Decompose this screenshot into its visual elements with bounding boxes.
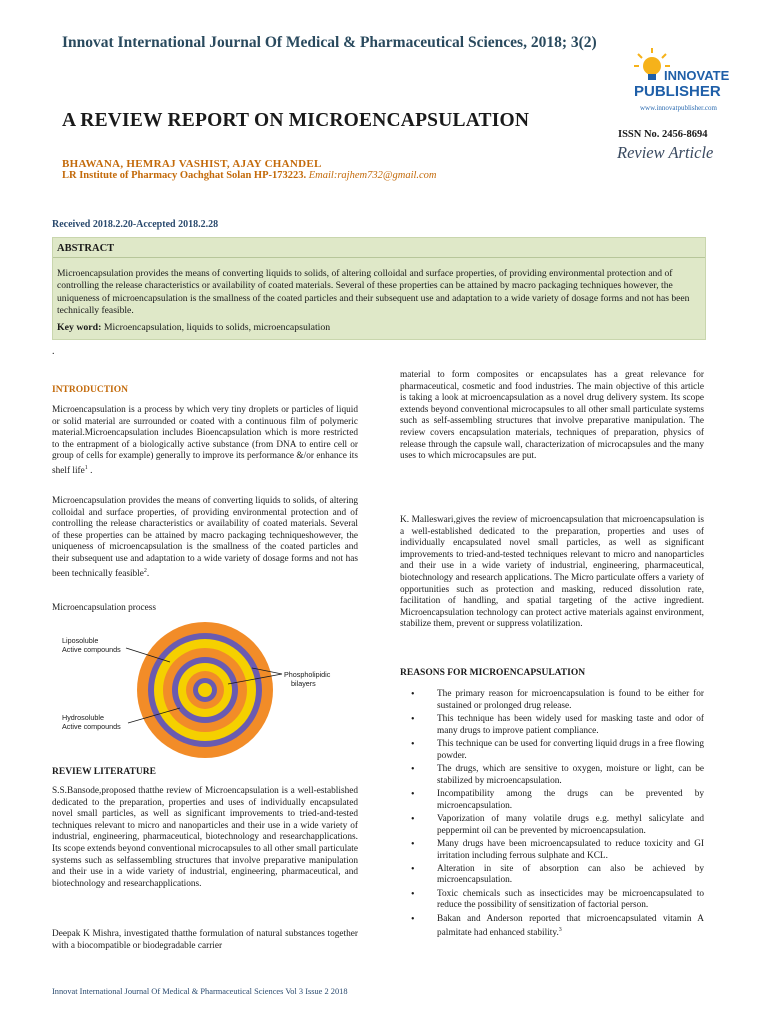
journal-header: Innovat International Journal Of Medical & Pharmaceutical Sciences, 2018; 3(2) [62,34,597,51]
label-phospholipidic: Phospholipidic [284,670,331,679]
logo-line2: PUBLISHER [634,83,721,100]
logo-line1: INNOVATE [664,68,730,83]
introduction-heading: INTRODUCTION [52,385,129,395]
reference-3: 3 [558,927,562,934]
keywords: Microencapsulation, liquids to solids, microencapsulation [103,322,331,333]
publisher-url[interactable]: www.innovatpublisher.com [640,104,717,112]
reference-2: 2 [143,567,147,574]
review-paragraph-continued: material to form composites or encapsulates has a great relevance for pharmaceutical, cosmetic and food industries. The main objective of this article is taking a look at microencapsulation as a novel drug delivery system. Its scope extends beyond conventional microcapsules to all other small particulate systems such as self-assembling structures that involve preparative manipulation. The review covers encapsulation materials, techniques of preparation, physics of release through the capsule wall, characterization of microcapsules and the many uses to which microcapsules are put. [400,370,704,462]
label-active-compounds-2: Active compounds [62,722,121,731]
list-item-last [400,914,704,940]
microencapsulation-figure [60,622,360,760]
abstract-box [52,237,706,340]
list-item: • Many drugs have been microencapsulated to reduce toxicity and GI irritation including ferrous sulphate and KCL. [400,839,704,862]
abstract-text: Microencapsulation provides the means of converting liquids to solids, of altering colloidal and surface properties, of providing environmental protection and of controlling the release characteristics or availability of coated materials. Several of these properties can be attained by macro packaging techniques however, the uniqueness of microencapsulation is the smallness of the coated particles and their subsequent use and adaptation to a wide variety of dosage forms and not has been technically feasible. [57,268,690,317]
intro-paragraph-2-end: . [146,568,150,579]
label-liposoluble: Liposoluble [62,636,99,645]
intro-paragraph-1-text: Microencapsulation is a process by which very tiny droplets or particles of liquid or solid material are surrounded or coated with a continuous film of polymeric material.Microencapsulation includes Bioencapsulation which is more restricted to the entrapment of a biologically active substance (from DNA to entire cell or group of cells for example) generally to improve its performance &/or enhance its shelf life [52,405,358,477]
concentric-rings [137,622,273,758]
list-item: • Incompatibility among the drugs can be prevented by microencapsulation. [400,789,704,812]
list-item: • This technique has been widely used for masking taste and odor of many drugs to improve patient compliance. [400,714,704,737]
intro-paragraph-1 [52,405,358,478]
intro-paragraph-2-text: Microencapsulation provides the means of converting liquids to solids, of altering colloidal and surface properties, of providing environmental protection and of controlling the release characteristics or availability of coated materials. Several of these properties can be attained by macro packaging techniqueshowever, the uniqueness of microencapsulation is the smallness of the coated particles and their subsequent use and adaptation to a wide variety of dosage forms and not has been technically feasible [52,496,358,579]
list-item: • The primary reason for microencapsulation is found to be either for sustained or prolonged drug release. [400,689,704,712]
list-item: • This technique can be used for converting liquid drugs in a free flowing powder. [400,739,704,762]
reasons-heading: REASONS FOR MICROENCAPSULATION [400,668,586,678]
list-item: • Vaporization of many volatile drugs e.g. methyl salicylate and peppermint oil can be prevented by microencapsulation. [400,814,704,837]
review-paragraph-2: Deepak K Mishra, investigated thatthe formulation of natural substances together with a biocompatible or biodegradable carrier [52,929,358,951]
review-paragraph-malleswari: K. Malleswari,gives the review of microencapsulation that microencapsulation is a well-established dedicated to the preparation, properties and uses of individually encapsulated novel small particles, as well as significant improvements to tried-and-tested techniques relevant to micro and nanoparticles and their use in a wide variety of industrial, engineering, pharmaceutical, biotechnology and research applications. The Micro particulate offers a variety of opportunities such as protection and masking, reduced dissolution rate, facilitation of handling, and spatial targeting of the active ingredient. Microencapsulation technology can protect active materials against environment, stabilize them, prevent or suppress volatilization. [400,515,704,630]
list-item: • The drugs, which are sensitive to oxygen, moisture or light, can be stabilized by microencapsulation. [400,764,704,787]
ring-core [198,683,212,697]
reasons-list [400,689,704,942]
list-item: • Alteration in site of absorption can also be achieved by microencapsulation. [400,864,704,887]
keywords-label: Key word: [57,322,102,333]
received-dates: Received 2018.2.20-Accepted 2018.2.28 [52,219,219,230]
process-caption: Microencapsulation process [52,603,157,613]
list-item: • Toxic chemicals such as insecticides may be microencapsulated to reduce the possibility of sensitization of factorial person. [400,889,704,912]
intro-paragraph-2 [52,496,358,580]
abstract-heading: ABSTRACT [57,243,115,254]
keywords-line [57,322,330,333]
intro-paragraph-1-end: . [87,466,93,477]
label-hydrosoluble: Hydrosoluble [62,713,104,722]
institute-line [62,170,437,181]
reference-1: 1 [84,464,88,471]
stray-dot: . [52,346,55,357]
authors: BHAWANA, HEMRAJ VASHIST, AJAY CHANDEL [62,158,322,170]
email[interactable]: Email:rajhem732@gmail.com [308,170,437,181]
institute: LR Institute of Pharmacy Oachghat Solan HP-173223. [62,170,307,181]
issn: ISSN No. 2456-8694 [618,129,708,140]
review-literature-heading: REVIEW LITERATURE [52,767,156,777]
article-title: A REVIEW REPORT ON MICROENCAPSULATION [62,110,530,131]
review-paragraph-1: S.S.Bansode,proposed thatthe review of Microencapsulation is a well-established dedicated to the preparation, properties and uses of individually encapsulated novel small particles, as well as significant improvements to tried-and-tested techniques relevant to micro and nanoparticles and their use in a wide variety of industrial, engineering, pharmaceutical, biotechnology and researchapplications. Its scope extends beyond conventional microcapsules to all other small particulate systems such as selfassembling structures that involve preparative manipulation and their use in a wide variety of industrial, engineering, pharmaceutical, and biotechnology and researchapplications. [52,786,358,889]
article-type: Review Article [617,143,714,162]
label-active-compounds-1: Active compounds [62,645,121,654]
label-bilayers: bilayers [291,679,316,688]
publisher-logo [630,44,735,110]
page-footer: Innovat International Journal Of Medical & Pharmaceutical Sciences Vol 3 Issue 2 2018 [52,987,348,996]
list-item-text: Bakan and Anderson reported that microencapsulated vitamin A palmitate had enhanced stability. [437,913,704,939]
abstract-divider [53,257,705,258]
